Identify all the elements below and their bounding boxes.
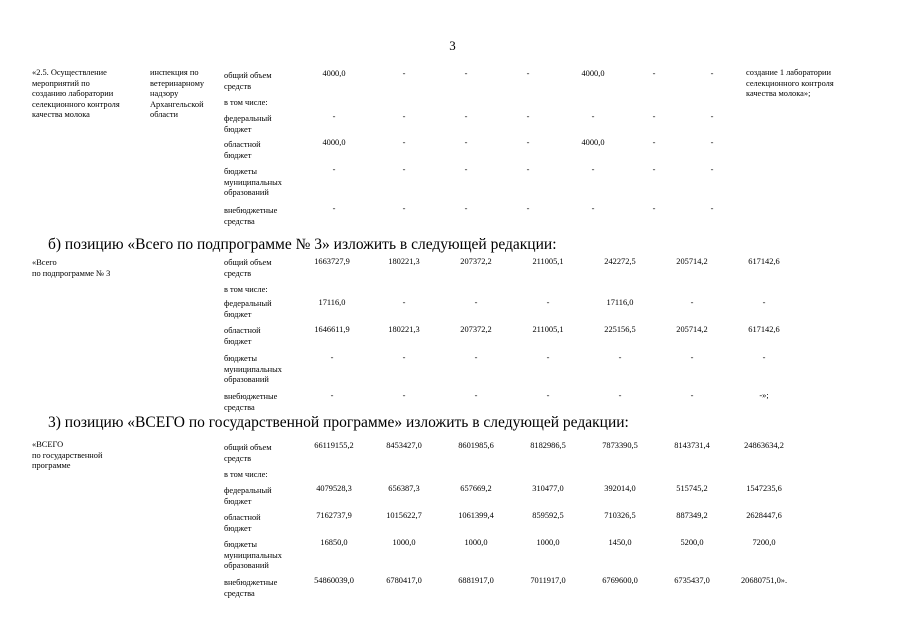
value-cell: - (402, 165, 406, 174)
value-cell: - (546, 391, 550, 400)
value-cell: - (402, 353, 406, 362)
value-cell: 617142,6 (748, 257, 780, 266)
value-cell: - (332, 204, 336, 213)
value-cell: 6780417,0 (386, 576, 422, 585)
value-cell: - (762, 298, 766, 307)
row-label (224, 167, 282, 199)
value-cell: 180221,3 (388, 325, 420, 334)
value-cell: - (591, 165, 595, 174)
row-label-line: средств (224, 81, 252, 91)
event-description-line: созданию лаборатории (32, 89, 114, 98)
row-label (224, 392, 277, 413)
value-cell: - (330, 353, 334, 362)
value-cell: - (464, 112, 468, 121)
row-label-line: внебюджетные (224, 392, 278, 401)
value-cell: 66119155,2 (314, 441, 354, 450)
row-label-line: федеральный (224, 114, 272, 123)
value-cell: 617142,6 (748, 325, 780, 334)
value-cell: - (690, 298, 694, 307)
value-cell: 4000,0 (322, 138, 346, 147)
row-label (224, 513, 261, 534)
value-cell: - (710, 165, 714, 174)
row-label-line: областной (224, 326, 261, 335)
executor-line: инспекция по (150, 68, 199, 77)
total-title-line: «ВСЕГО (32, 440, 64, 449)
row-label (224, 578, 277, 599)
value-cell: 20680751,0». (740, 576, 788, 585)
value-cell: 1450,0 (608, 538, 632, 547)
row-label (224, 486, 272, 507)
value-cell: - (652, 138, 656, 147)
row-label-line: муниципальных (224, 364, 282, 374)
row-label-line: бюджеты (224, 167, 258, 176)
row-label (224, 206, 277, 227)
value-cell: - (402, 298, 406, 307)
value-cell: 207372,2 (460, 257, 492, 266)
value-cell: - (330, 391, 334, 400)
row-label (224, 114, 272, 135)
row-label-line: муниципальных (224, 177, 282, 187)
value-cell: - (546, 353, 550, 362)
value-cell: - (464, 138, 468, 147)
value-cell: - (474, 298, 478, 307)
value-cell: 8182986,5 (530, 441, 566, 450)
value-cell: - (464, 69, 468, 78)
row-label-line: федеральный (224, 299, 272, 308)
row-label-line: общий объем (224, 71, 272, 80)
row-label-line: бюджет (224, 124, 252, 134)
row-label-line: образований (224, 375, 269, 384)
value-cell: 515745,2 (676, 484, 708, 493)
row-label (224, 354, 282, 386)
row-label-line: образований (224, 188, 269, 197)
row-label (224, 326, 261, 347)
row-label-line: в том числе: (224, 98, 268, 107)
value-cell: 4000,0 (322, 69, 346, 78)
value-cell: 7162737,9 (316, 511, 352, 520)
page-number: 3 (449, 38, 456, 53)
value-cell: 1547235,6 (746, 484, 782, 493)
value-cell: 8143731,4 (674, 441, 710, 450)
row-label-line: средства (224, 588, 255, 598)
value-cell: 6769600,0 (602, 576, 638, 585)
value-cell: 54860039,0 (314, 576, 354, 585)
value-cell: 2628447,6 (746, 511, 782, 520)
row-label (224, 443, 272, 464)
row-label (224, 71, 272, 92)
value-cell: - (591, 112, 595, 121)
executor-line: надзору (150, 89, 179, 98)
value-cell: 6735437,0 (674, 576, 710, 585)
value-cell: - (332, 165, 336, 174)
subtotal-title-line: «Всего (32, 258, 57, 267)
value-cell: 310477,0 (532, 484, 564, 493)
value-cell: 859592,5 (532, 511, 564, 520)
value-cell: - (526, 69, 530, 78)
value-cell: - (652, 204, 656, 213)
value-cell: - (402, 69, 406, 78)
row-label (224, 470, 268, 481)
value-cell: - (526, 165, 530, 174)
row-label-line: бюджет (224, 336, 252, 346)
value-cell: - (690, 391, 694, 400)
value-cell: - (710, 112, 714, 121)
value-cell: - (332, 112, 336, 121)
event-description-line: селекционного контроля (32, 99, 120, 109)
value-cell: 4000,0 (581, 138, 605, 147)
row-label (224, 140, 261, 161)
value-cell: - (546, 298, 550, 307)
value-cell: - (464, 165, 468, 174)
value-cell: -»; (759, 391, 769, 400)
row-label-line: общий объем (224, 443, 272, 452)
value-cell: 1015622,7 (386, 511, 422, 520)
value-cell: - (652, 165, 656, 174)
value-cell: 4079528,3 (316, 484, 352, 493)
event-description (32, 68, 120, 121)
value-cell: - (618, 391, 622, 400)
value-cell: 205714,2 (676, 325, 708, 334)
row-label-line: образований (224, 561, 269, 570)
value-cell: 392014,0 (604, 484, 636, 493)
value-cell: - (710, 138, 714, 147)
value-cell: 4000,0 (581, 69, 605, 78)
event-description-line: «2.5. Осуществление (32, 68, 107, 77)
value-cell: - (710, 69, 714, 78)
value-cell: - (402, 204, 406, 213)
value-cell: 887349,2 (676, 511, 708, 520)
value-cell: - (710, 204, 714, 213)
value-cell: 1663727,9 (314, 257, 350, 266)
row-label (224, 98, 268, 109)
value-cell: 7011917,0 (530, 576, 566, 585)
row-label-line: общий объем (224, 258, 272, 267)
value-cell: - (652, 69, 656, 78)
value-cell: 8601985,6 (458, 441, 494, 450)
row-label-line: бюджет (224, 150, 252, 160)
value-cell: 657669,2 (460, 484, 492, 493)
row-label (224, 258, 272, 279)
row-label (224, 299, 272, 320)
value-cell: - (464, 204, 468, 213)
event-description-line: качества молока (32, 110, 90, 119)
row-label-line: бюджет (224, 523, 252, 533)
row-label-line: бюджет (224, 496, 252, 506)
value-cell: 5200,0 (680, 538, 704, 547)
value-cell: - (474, 391, 478, 400)
event-description-line: мероприятий по (32, 78, 90, 88)
row-label-line: в том числе: (224, 470, 268, 479)
row-label-line: бюджеты (224, 354, 258, 363)
expected-result-line: качества молока»; (746, 89, 811, 98)
value-cell: 1000,0 (392, 538, 416, 547)
value-cell: 1000,0 (464, 538, 488, 547)
value-cell: 211005,1 (532, 257, 564, 266)
value-cell: - (652, 112, 656, 121)
value-cell: 656387,3 (388, 484, 420, 493)
value-cell: - (402, 138, 406, 147)
expected-result-line: селекционного контроля (746, 78, 834, 88)
expected-result (746, 68, 834, 100)
value-cell: - (618, 353, 622, 362)
subtotal-title-line: по подпрограмме № 3 (32, 268, 111, 278)
total-title-line: программе (32, 461, 71, 470)
row-label-line: муниципальных (224, 550, 282, 560)
row-label-line: средств (224, 268, 252, 278)
value-cell: 7200,0 (752, 538, 776, 547)
value-cell: 17116,0 (606, 298, 634, 307)
value-cell: 1646611,9 (314, 325, 350, 334)
value-cell: 6881917,0 (458, 576, 494, 585)
value-cell: - (762, 353, 766, 362)
value-cell: - (402, 112, 406, 121)
row-label-line: бюджет (224, 309, 252, 319)
value-cell: 225156,5 (604, 325, 636, 334)
value-cell: 17116,0 (318, 298, 346, 307)
executor (150, 68, 204, 121)
value-cell: 205714,2 (676, 257, 708, 266)
row-label-line: бюджеты (224, 540, 258, 549)
value-cell: 8453427,0 (386, 441, 422, 450)
value-cell: 24863634,2 (744, 441, 784, 450)
value-cell: 1061399,4 (458, 511, 494, 520)
expected-result-line: создание 1 лаборатории (746, 68, 832, 77)
subtotal-title (32, 258, 110, 279)
executor-line: Архангельской (150, 99, 204, 109)
value-cell: 7873390,5 (602, 441, 638, 450)
row-label-line: в том числе: (224, 285, 268, 294)
total-title (32, 440, 102, 472)
row-label-line: областной (224, 140, 261, 149)
row-label-line: федеральный (224, 486, 272, 495)
total-title-line: по государственной (32, 450, 103, 460)
value-cell: 180221,3 (388, 257, 420, 266)
row-label-line: областной (224, 513, 261, 522)
row-label-line: внебюджетные (224, 578, 278, 587)
heading-state-program: 3) позицию «ВСЕГО по государственной программе» изложить в следующей редакции: (48, 414, 629, 431)
row-label (224, 540, 282, 572)
value-cell: - (402, 391, 406, 400)
value-cell: - (526, 112, 530, 121)
value-cell: 207372,2 (460, 325, 492, 334)
value-cell: - (526, 138, 530, 147)
row-label (224, 285, 268, 296)
value-cell: - (591, 204, 595, 213)
value-cell: 710326,5 (604, 511, 636, 520)
heading-subprogram-3: б) позицию «Всего по подпрограмме № 3» изложить в следующей редакции: (48, 236, 557, 253)
executor-line: ветеринарному (150, 78, 205, 88)
value-cell: 1000,0 (536, 538, 560, 547)
row-label-line: средства (224, 402, 255, 412)
value-cell: - (474, 353, 478, 362)
executor-line: области (150, 110, 178, 119)
value-cell: - (526, 204, 530, 213)
row-label-line: средства (224, 216, 255, 226)
value-cell: - (690, 353, 694, 362)
value-cell: 242272,5 (604, 257, 636, 266)
value-cell: 16850,0 (320, 538, 348, 547)
row-label-line: внебюджетные (224, 206, 278, 215)
value-cell: 211005,1 (532, 325, 564, 334)
row-label-line: средств (224, 453, 252, 463)
